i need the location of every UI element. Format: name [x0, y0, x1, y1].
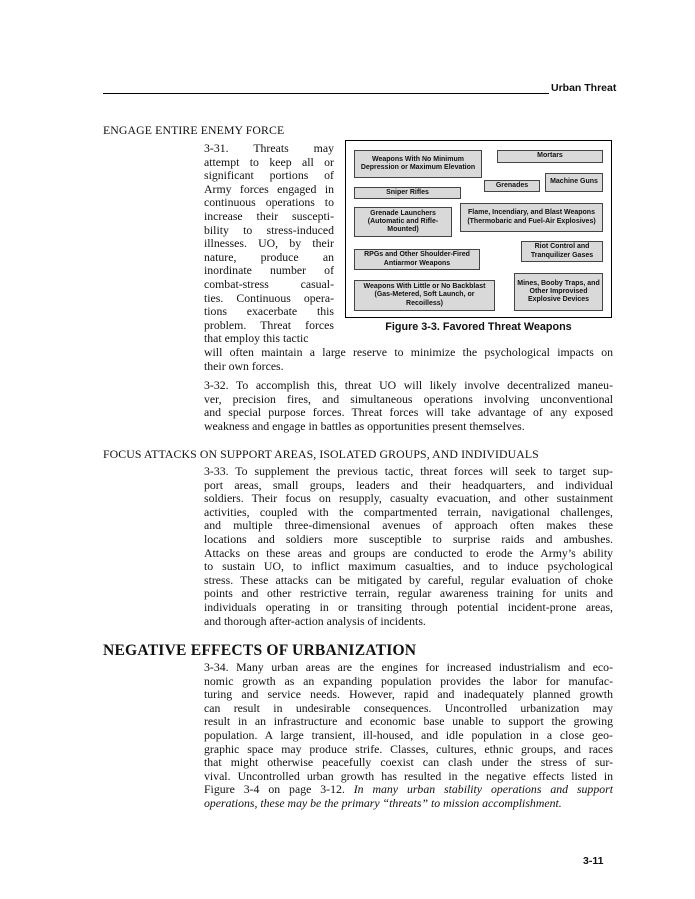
weapon-box: RPGs and Other Shoulder-Fired Antiarmor Weapons [354, 249, 480, 270]
weapon-box: Grenades [484, 180, 540, 192]
text-line-italic: operations, these may be the primary “threats” to mission accomplishment. [204, 795, 562, 810]
header-rule [103, 93, 549, 94]
text-line: will often maintain a large reserve to minimize the psychological impacts on [204, 345, 613, 359]
section-heading-negative-effects: NEGATIVE EFFECTS OF URBANIZATION [103, 642, 417, 659]
text-line: and special purpose forces. Threat forces will take advantage of any exposed [204, 405, 613, 420]
weapon-box: Machine Guns [545, 173, 603, 192]
paragraph-3-31-narrow [204, 142, 334, 346]
text-line: population. A large transient, ill-housed, and idle population in a close geo- [204, 727, 613, 742]
text-line: bility to stress-induced [204, 222, 334, 237]
text-line: weakness and engage in battles as opportunities present themselves. [204, 418, 525, 433]
text-line: increase their suscepti- [204, 208, 334, 223]
text-line: soldiers. Their focus on resupply, casualty evacuation, and other sustainment [204, 491, 613, 506]
text-line: ver, precision fires, and simultaneous operations involving unconventional [204, 391, 613, 406]
text-line: result in an infrastructure and economic base unable to support the growing [204, 714, 613, 729]
text-line: locations and soldiers more susceptible to surprise raids and ambushes. [204, 531, 613, 546]
paragraph-3-34 [204, 661, 613, 811]
text-line: 3-31. Threats may [204, 141, 334, 155]
text-line: port areas, small groups, leaders and their headquarters, and individual [204, 477, 613, 492]
text-line: graphic space may produce strife. Classes, cultures, ethnic groups, and races [204, 741, 613, 756]
text-line: tions exacerbate this [204, 304, 334, 319]
weapon-box: Sniper Rifles [354, 187, 461, 199]
text-line: that employ this tactic [204, 331, 309, 346]
weapon-box: Riot Control and Tranquilizer Gases [521, 241, 603, 262]
weapon-box: Flame, Incendiary, and Blast Weapons (Thermobaric and Fuel-Air Explosives) [460, 203, 603, 232]
text-line: Attacks on these areas and groups are conducted to erode the Army’s ability [204, 545, 613, 560]
running-title: Urban Threat [551, 82, 617, 94]
text-line: and multiple three-dimensional avenues of approach often makes these [204, 518, 613, 533]
text-line: ties. Continuous opera- [204, 290, 334, 305]
weapon-box: Mines, Booby Traps, and Other Improvised Explosive Devices [514, 273, 603, 311]
text-line: turing and service needs. However, rapid and inadequately planned growth [204, 687, 613, 702]
text-line: 3-33. To supplement the previous tactic, threat forces will seek to target sup- [204, 464, 613, 478]
figure-reference-text: Figure 3-4 on page 3-12. [204, 782, 354, 797]
text-line: continuous operations to [204, 195, 334, 210]
text-line: points and other restrictive terrain, regular awareness training for units and [204, 586, 613, 601]
text-line: significant portions of [204, 168, 334, 183]
weapon-box: Mortars [497, 150, 603, 163]
text-line: combat-stress casual- [204, 276, 334, 291]
figure-caption: Figure 3-3. Favored Threat Weapons [385, 321, 572, 333]
text-line: their own forces. [204, 358, 284, 373]
weapon-box: Weapons With Little or No Backblast (Gas-Metered, Soft Launch, or Recoilless) [354, 280, 495, 311]
weapon-box: Grenade Launchers (Automatic and Rifle-Mounted) [354, 207, 452, 237]
paragraph-3-31-wide [204, 346, 613, 373]
text-line: individuals operating in or transiting through potential incident-prone areas, [204, 599, 613, 614]
text-line: vival. Uncontrolled urban growth has resulted in the negative effects listed in [204, 768, 613, 783]
text-line: Army forces engaged in [204, 181, 334, 196]
text-line: 3-32. To accomplish this, threat UO will likely involve decentralized maneu- [204, 378, 613, 392]
text-line: nomic growth as an expanding population provides the labor for manufac- [204, 673, 613, 688]
text-line: activities, coupled with the compartmented terrain, navigational challenges, [204, 504, 613, 519]
text-line: inordinate number of [204, 263, 334, 278]
page-number: 3-11 [583, 855, 604, 867]
text-line: nature, produce an [204, 249, 334, 264]
text-line [204, 783, 613, 797]
text-line: attempt to keep all or [204, 154, 334, 169]
paragraph-3-32 [204, 379, 613, 433]
text-line: stress. These attacks can be mitigated by careful, regular evaluation of choke [204, 572, 613, 587]
weapon-box: Weapons With No Minimum Depression or Maximum Elevation [354, 150, 482, 178]
text-line: can result in undesirable consequences. Uncontrolled urbanization may [204, 700, 613, 715]
text-line: that might otherwise peacefully coexist can clash under the stress of sur- [204, 755, 613, 770]
section-heading-focus-attacks: FOCUS ATTACKS ON SUPPORT AREAS, ISOLATED GROUPS, AND INDIVIDUALS [103, 447, 539, 461]
text-line: 3-34. Many urban areas are the engines for increased industrialism and eco- [204, 660, 613, 674]
text-line: to sustain UO, to inflict maximum casualties, and to induce psychological [204, 559, 613, 574]
text-line: and thorough after-action analysis of incidents. [204, 613, 426, 628]
text-line: problem. Threat forces [204, 317, 334, 332]
favored-threat-weapons-figure [345, 140, 612, 318]
section-heading-engage: ENGAGE ENTIRE ENEMY FORCE [103, 123, 285, 137]
paragraph-3-33 [204, 465, 613, 628]
italic-emphasis: In many urban stability operations and support [353, 782, 613, 797]
text-line: illnesses. UO, by their [204, 236, 334, 251]
